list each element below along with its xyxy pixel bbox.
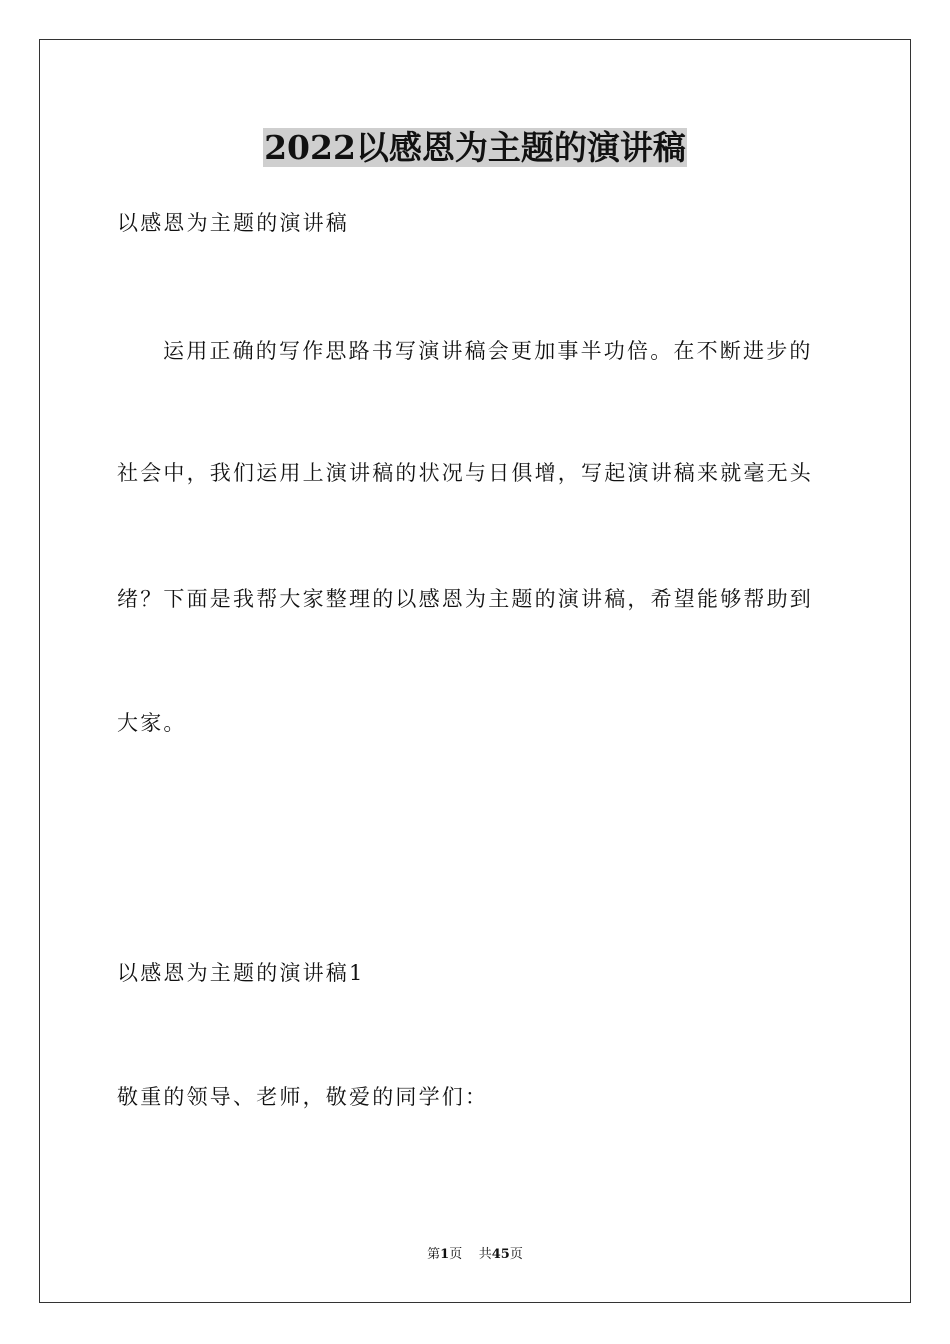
footer-total-prefix: 共 <box>478 1247 492 1262</box>
document-title <box>0 126 950 170</box>
paragraph-line: 大家。 <box>117 711 187 735</box>
footer-total-suffix: 页 <box>509 1247 523 1262</box>
footer-total-pages: 45 <box>491 1247 510 1262</box>
salutation-line: 敬重的领导、老师，敬爱的同学们： <box>117 1085 489 1109</box>
footer-page-suffix: 页 <box>449 1247 463 1262</box>
subtitle-line: 以感恩为主题的演讲稿 <box>117 211 349 235</box>
section-heading: 以感恩为主题的演讲稿1 <box>117 961 365 985</box>
paragraph-line: 绪？下面是我帮大家整理的以感恩为主题的演讲稿，希望能够帮助到 <box>117 587 813 611</box>
footer-page-prefix: 第 <box>427 1247 441 1262</box>
page-footer <box>0 1246 950 1264</box>
footer-page-number: 1 <box>440 1247 450 1262</box>
document-title-text: 2022以感恩为主题的演讲稿 <box>264 128 686 167</box>
paragraph-line: 社会中，我们运用上演讲稿的状况与日俱增，写起演讲稿来就毫无头 <box>117 461 813 485</box>
paragraph-line: 运用正确的写作思路书写演讲稿会更加事半功倍。在不断进步的 <box>163 339 813 363</box>
